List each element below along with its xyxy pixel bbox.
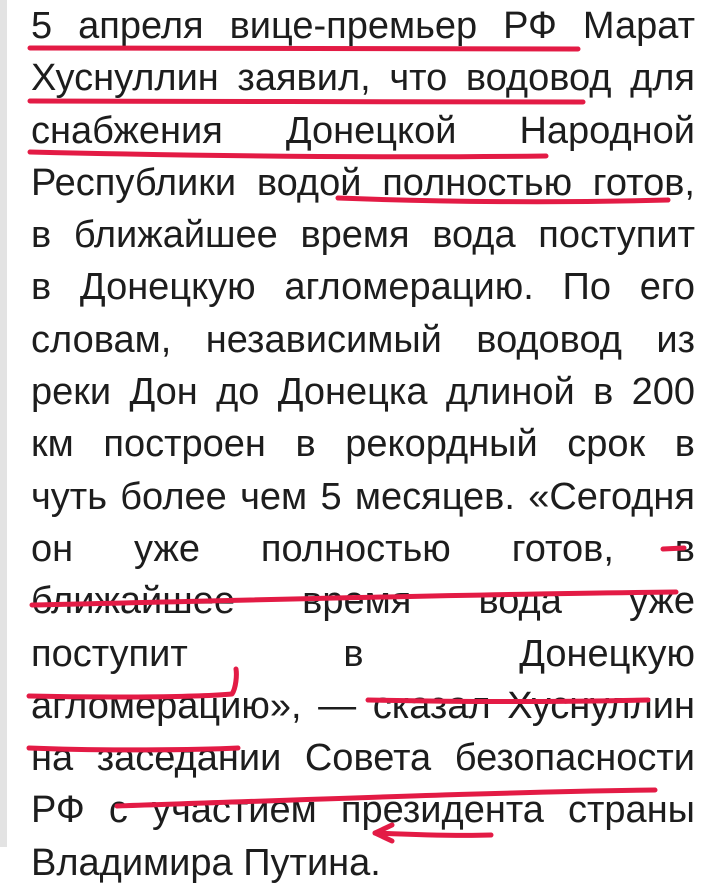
paragraph-line-3: снабжения Донецкой Народной: [31, 109, 695, 152]
paragraph-line-8: реки Дон до Донецка длиной в 200: [31, 371, 695, 414]
paragraph-line-7: словам, независимый водовод из: [31, 318, 695, 361]
paragraph-line-13: поступит в Донецкую: [31, 632, 695, 675]
paragraph-line-10: чуть более чем 5 месяцев. «Сегодня: [31, 475, 695, 518]
paragraph-line-15: на заседании Совета безопасности: [31, 737, 695, 780]
paragraph-line-1: 5 апреля вице-премьер РФ Марат: [31, 5, 695, 47]
paragraph-line-16: РФ с участием президента страны: [31, 789, 695, 832]
article-paragraph: [31, 0, 695, 889]
paragraph-line-6: в Донецкую агломерацию. По его: [31, 266, 695, 309]
paragraph-line-9: км построен в рекордный срок в: [31, 423, 695, 466]
paragraph-line-11: он уже полностью готов, в: [31, 527, 695, 570]
paragraph-line-4: Республики водой полностью готов,: [31, 161, 695, 204]
quote-left-border: [0, 0, 7, 847]
paragraph-line-5: в ближайшее время вода поступит: [31, 214, 695, 257]
paragraph-line-14: агломерацию», — сказал Хуснуллин: [31, 684, 695, 727]
paragraph-line-17: Владимира Путина.: [31, 841, 381, 884]
paragraph-line-2: Хуснуллин заявил, что водовод для: [31, 57, 695, 100]
paragraph-line-12: ближайшее время вода уже: [31, 580, 695, 623]
